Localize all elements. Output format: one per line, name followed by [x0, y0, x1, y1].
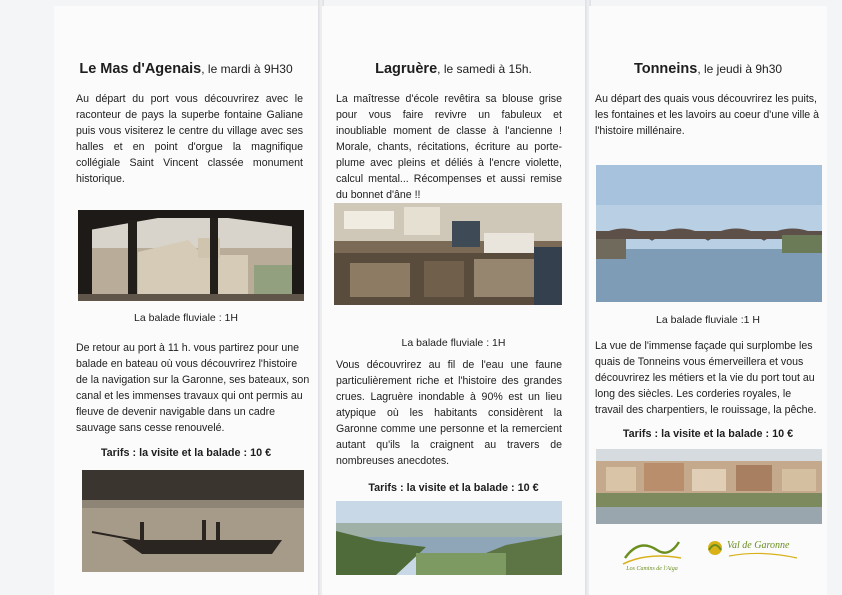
photo-bridge-river	[596, 165, 822, 302]
panel-tonneins	[589, 6, 827, 595]
svg-text:Los Camins de l'Aiga: Los Camins de l'Aiga	[626, 566, 678, 572]
title-town: Tonneins	[633, 61, 698, 77]
photo-town-facade	[596, 449, 822, 524]
boat-trip-caption: La balade fluviale : 1H	[401, 337, 506, 349]
title-schedule: , le mardi à 9H30	[201, 62, 293, 76]
panel-title	[589, 61, 827, 77]
panel-mas-dagenais	[54, 6, 318, 595]
photo-garonne-panorama	[336, 501, 562, 575]
photo-classroom-museum	[334, 203, 562, 305]
boat-trip-caption: La balade fluviale : 1H	[134, 312, 238, 324]
photo-boat-sepia	[82, 470, 304, 572]
intro-paragraph: La maîtresse d'école revêtira sa blouse grise pour vous faire revivre un fabuleux et inoubliable moment de classe à l'ancienne ! Morale, chants, récitations, écriture au porte-plume avec pleins et déliés à l'encre violette, calcul mental... Récompenses et aussi remise du bonnet d'âne !!	[336, 93, 562, 201]
panel-title	[54, 61, 318, 77]
price-label: Tarifs : la visite et la balade : 10 €	[100, 447, 272, 459]
title-schedule: , le jeudi à 9h30	[697, 62, 783, 76]
price-label: Tarifs : la visite et la balade : 10 €	[622, 428, 794, 440]
boat-trip-paragraph: La vue de l'immense façade qui surplombe les quais de Tonneins vous émerveillera et vous découvrirez les métiers et la vie du port tout au long des siècles. Les corderies royales, le travail des charpentiers, le rouissage, la pêche.	[595, 340, 817, 416]
los-camins-logo	[617, 528, 687, 572]
intro-paragraph: Au départ du port vous découvrirez avec le raconteur de pays la superbe fontaine Galiane puis vous visiterez le centre du village avec ses halles et en point d'orgue la magnifique collégiale Saint Vincent classée monument historique.	[76, 93, 303, 185]
title-town: Lagruère	[375, 61, 438, 77]
intro-paragraph: Au départ des quais vous découvrirez les puits, les fontaines et les lavoirs au coeur d'une ville à l'histoire millénaire.	[595, 93, 820, 137]
title-town: Le Mas d'Agenais	[79, 61, 202, 77]
panel-title	[322, 61, 585, 77]
svg-text:Val de Garonne: Val de Garonne	[727, 540, 790, 551]
price-label: Tarifs : la visite et la balade : 10 €	[368, 482, 539, 494]
panel-lagruere	[322, 6, 585, 595]
boat-trip-paragraph: De retour au port à 11 h. vous partirez pour une balade en bateau où vous découvrirez l'histoire de la navigation sur la Garonne, ses bateaux, son canal et les immenses travaux qui ont permis au fleuve de devenir navigable dans un cadre sauvage sans cesse renouvelé.	[76, 342, 310, 434]
val-de-garonne-logo	[705, 532, 801, 568]
photo-market-hall	[78, 210, 304, 301]
boat-trip-caption: La balade fluviale :1 H	[656, 314, 760, 326]
title-schedule: , le samedi à 15h.	[437, 62, 532, 76]
boat-trip-paragraph: Vous découvrirez au fil de l'eau une faune particulièrement riche et l'histoire des grandes crues. Lagruère inondable à 90% est un lieu atypique où les habitants considèrent la Garonne comme une personne et la remercient autant qu'ils la craignent au travers de nombreuses anecdotes.	[336, 359, 562, 467]
